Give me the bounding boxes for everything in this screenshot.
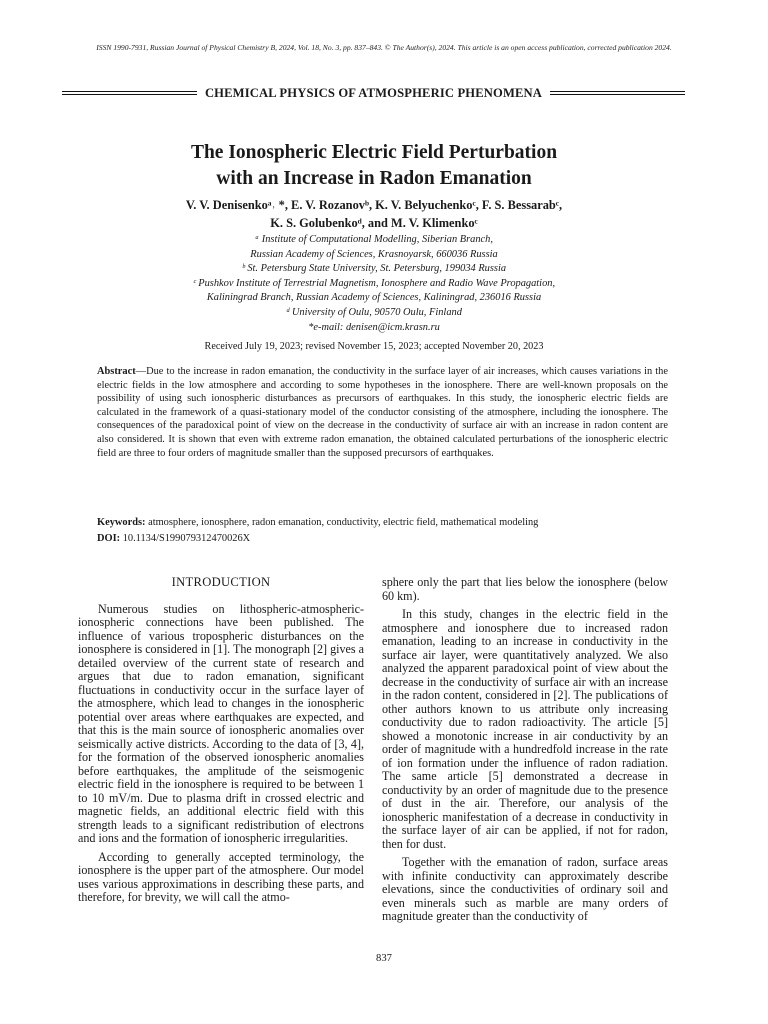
doi-label: DOI: <box>97 533 121 544</box>
authors-line-1: V. V. Denisenkoᵃ˒ *, E. V. Rozanovᵇ, K. V. Belyuchenkoᶜ, F. S. Bessarabᶜ, <box>185 198 563 212</box>
abstract-text: —Due to the increase in radon emanation, the conductivity in the surface layer of air increases, which causes variations in the electric fields in the low atmosphere and according to some hypotheses in the ionosphere. There are well-known proposals on the possibility of using such ionospheric disturbances as precursors of earthquakes. In this study, the ionospheric electric fields are calculated in the framework of a quasi-stationary model of the conductor consisting of the atmosphere, including the ionosphere. The consequences of the paradoxical point of view on the decrease in the conductivity of surface air with an increase in radon content are also considered. It is shown that even with extreme radon emanation, the obtained calculated perturbations of the ionospheric electric field are three to four orders of magnitude smaller than the supposed precursors of earthquakes. <box>97 366 668 459</box>
left-column <box>78 576 364 905</box>
journal-citation-header: ISSN 1990-7931, Russian Journal of Physical Chemistry B, 2024, Vol. 18, No. 3, pp. 837–843. © The Author(s), 2024. This article is an open access publication, corrected publication 2024. <box>96 43 672 52</box>
keywords-text: atmosphere, ionosphere, radon emanation, conductivity, electric field, mathematical modeling <box>145 517 539 528</box>
right-column <box>382 576 668 924</box>
affiliations <box>100 233 648 335</box>
author-list <box>100 197 648 232</box>
received-dates: Received July 19, 2023; revised November 15, 2023; accepted November 20, 2023 <box>204 341 544 352</box>
article-title <box>100 140 648 192</box>
body-paragraph: In this study, changes in the electric field in the atmosphere and ionosphere due to increased radon emanation, leading to an increase in conductivity in the surface air layer, were quantitatively analyzed. We also analyzed the apparent paradoxical point of view about the decrease in the conductivity of surface air with an increase in the radon content, considered in [2]. The publications of other authors known to us attribute only increasing conductivity due to radon radioactivity. The article [5] showed a monotonic increase in air conductivity by an order of magnitude with a hundredfold increase in the rate of ion formation under the influence of radon radiation. The same article [5] demonstrated a decrease in conductivity by an order of magnitude due to the presence of dust in the air. Therefore, our analysis of the ionospheric manifestation of a decrease in conductivity in the surface layer of air can be applied, if not for radon, then for dust. <box>382 607 668 851</box>
abstract-label: Abstract <box>97 366 136 377</box>
corresponding-email[interactable]: *e-mail: denisen@icm.krasn.ru <box>308 321 440 333</box>
affiliation-line: Russian Academy of Sciences, Krasnoyarsk, 660036 Russia <box>250 248 498 260</box>
left-double-rule <box>62 91 197 95</box>
authors-line-2: K. S. Golubenkoᵈ, and M. V. Klimenkoᶜ <box>270 215 478 230</box>
article-title-line-2: with an Increase in Radon Emanation <box>216 168 532 189</box>
section-title: CHEMICAL PHYSICS OF ATMOSPHERIC PHENOMENA <box>204 85 543 100</box>
abstract <box>97 365 668 460</box>
affiliation-line: Kaliningrad Branch, Russian Academy of Sciences, Kaliningrad, 236016 Russia <box>206 292 542 304</box>
keywords-label: Keywords: <box>97 517 146 528</box>
body-paragraph: Numerous studies on lithospheric-atmospheric-ionospheric connections have been published. The influence of various tropospheric disturbances on the ionosphere is considered in [1]. The monograph [2] gives a detailed overview of the current state of research and argues that due to radon emanation, significant fluctuations in conductivity occur in the surface layer of the atmosphere, which lead to changes in the ionospheric potential over areas where earthquakes are expected, and that this is the main source of ionospheric anomalies over seismically active districts. According to the data of [3, 4], for the formation of the observed ionospheric anomalies before earthquakes, the amplitude of the seismogenic electric field in the ionosphere is required to be between 1 to 10 mV/m. Due to plasma drift in crossed electric and magnetic fields, an additional electric field with this strength leads to a significant redistribution of electrons and ions and the formation of ionospheric irregularities. <box>78 601 364 845</box>
body-paragraph: Together with the emanation of radon, surface areas with infinite conductivity can approximately describe elevations, since the conductivities of ordinary soil and even minerals such as marble are many orders of magnitude greater than the conductivity of <box>382 855 668 923</box>
page-number: 837 <box>376 953 392 964</box>
keywords <box>97 516 668 530</box>
affiliation-line: ᵃ Institute of Computational Modelling, Siberian Branch, <box>255 234 493 245</box>
introduction-heading: INTRODUCTION <box>171 575 271 589</box>
body-paragraph: According to generally accepted terminology, the ionosphere is the upper part of the atmosphere. Our model uses various approximations in describing these parts, and therefore, for brevity, we will call the atmo- <box>78 849 364 904</box>
affiliation-line: ᵇ St. Petersburg State University, St. Petersburg, 199034 Russia <box>241 263 507 275</box>
doi <box>97 532 668 546</box>
doi-link[interactable]: 10.1134/S199079312470026X <box>120 533 251 544</box>
section-banner <box>62 85 685 101</box>
affiliation-line: ᵈ University of Oulu, 90570 Oulu, Finland <box>286 306 462 318</box>
body-paragraph-continued: sphere only the part that lies below the ionosphere (below 60 km). <box>382 575 668 603</box>
affiliation-line: ᶜ Pushkov Institute of Terrestrial Magnetism, Ionosphere and Radio Wave Propagation, <box>192 277 556 289</box>
article-title-line-1: The Ionospheric Electric Field Perturbation <box>190 142 558 163</box>
right-double-rule <box>550 91 685 95</box>
